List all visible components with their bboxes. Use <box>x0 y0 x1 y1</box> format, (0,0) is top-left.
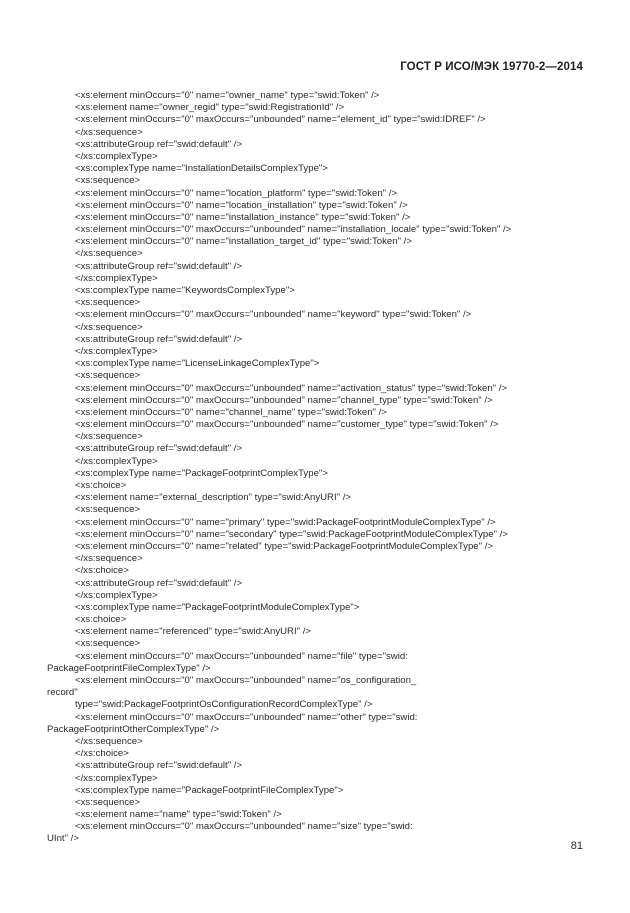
code-line: UInt" /> <box>47 833 79 845</box>
code-line: </xs:sequence> <box>75 553 143 565</box>
code-line: <xs:sequence> <box>75 370 141 382</box>
code-line: <xs:attributeGroup ref="swid:default" /> <box>75 333 243 345</box>
code-line: <xs:complexType name="PackageFootprintComplexType"> <box>75 467 328 479</box>
code-line: </xs:complexType> <box>75 272 158 284</box>
code-line: <xs:element name="external_description" type="swid:AnyURI" /> <box>75 492 351 504</box>
code-line: record" <box>47 687 78 699</box>
code-line: PackageFootprintFileComplexType" /> <box>47 662 211 674</box>
code-line: </xs:sequence> <box>75 321 143 333</box>
code-line: <xs:element name="name" type="swid:Token" /> <box>75 809 282 821</box>
code-line: <xs:sequence> <box>75 638 141 650</box>
code-line: <xs:element minOccurs="0" maxOccurs="unbounded" name="file" type="swid: <box>75 650 408 662</box>
code-line: <xs:element minOccurs="0" name="secondary" type="swid:PackageFootprintModuleComplexType" /> <box>75 528 508 540</box>
code-line: <xs:attributeGroup ref="swid:default" /> <box>75 577 243 589</box>
code-line: <xs:choice> <box>75 480 127 491</box>
code-line: <xs:complexType name="LicenseLinkageComplexType"> <box>75 358 320 370</box>
code-line: <xs:complexType name="PackageFootprintFileComplexType"> <box>75 784 344 796</box>
code-line: <xs:element minOccurs="0" name="primary" type="swid:PackageFootprintModuleComplexType" /> <box>75 516 496 528</box>
code-line: </xs:sequence> <box>75 431 143 443</box>
code-line: <xs:element minOccurs="0" name="related" type="swid:PackageFootprintModuleComplexType" /> <box>75 540 493 552</box>
code-line: <xs:complexType name="PackageFootprintModuleComplexType"> <box>75 601 360 613</box>
code-line: <xs:element minOccurs="0" name="location_installation" type="swid:Token" /> <box>75 199 408 211</box>
code-line: <xs:element name="referenced" type="swid:AnyURI" /> <box>75 626 311 638</box>
code-line: <xs:sequence> <box>75 796 141 808</box>
code-line: <xs:element minOccurs="0" name="owner_name" type="swid:Token" /> <box>75 90 380 101</box>
xml-schema-code-block <box>47 90 607 846</box>
code-line: <xs:sequence> <box>75 175 141 187</box>
code-line: </xs:sequence> <box>75 126 143 138</box>
code-line: <xs:element minOccurs="0" name="channel_name" type="swid:Token" /> <box>75 406 387 418</box>
code-line: <xs:element minOccurs="0" name="location_platform" type="swid:Token" /> <box>75 187 397 199</box>
code-line: <xs:attributeGroup ref="swid:default" /> <box>75 138 243 150</box>
code-line: <xs:element minOccurs="0" name="installation_target_id" type="swid:Token" /> <box>75 236 412 248</box>
code-line: </xs:complexType> <box>75 772 158 784</box>
code-line: <xs:attributeGroup ref="swid:default" /> <box>75 760 243 772</box>
standard-header: ГОСТ Р ИСО/МЭК 19770-2—2014 <box>400 61 583 73</box>
code-line: </xs:complexType> <box>75 345 158 357</box>
code-line: PackageFootprintOtherComplexType" /> <box>47 723 220 735</box>
code-line: <xs:sequence> <box>75 504 141 516</box>
code-line: <xs:element minOccurs="0" maxOccurs="unbounded" name="customer_type" type="swid:Token" /> <box>75 419 499 431</box>
code-line: </xs:complexType> <box>75 455 158 467</box>
page-number: 81 <box>570 840 583 852</box>
code-line: <xs:attributeGroup ref="swid:default" /> <box>75 443 243 455</box>
code-line: </xs:sequence> <box>75 735 143 747</box>
code-line: </xs:choice> <box>75 748 129 760</box>
code-line: <xs:element minOccurs="0" maxOccurs="unbounded" name="os_configuration_ <box>75 675 417 686</box>
code-line: <xs:element minOccurs="0" maxOccurs="unbounded" name="element_id" type="swid:IDREF" /> <box>75 114 486 126</box>
code-line: type="swid:PackageFootprintOsConfigurationRecordComplexType" /> <box>75 699 373 711</box>
code-line: <xs:element minOccurs="0" maxOccurs="unbounded" name="channel_type" type="swid:Token" /> <box>75 394 493 406</box>
code-line: <xs:element minOccurs="0" maxOccurs="unbounded" name="size" type="swid: <box>75 821 413 833</box>
code-line: <xs:element minOccurs="0" maxOccurs="unbounded" name="installation_locale" type="swid:Token" /> <box>75 224 512 236</box>
code-line: </xs:sequence> <box>75 248 143 260</box>
code-line: </xs:choice> <box>75 565 129 577</box>
code-line: <xs:element minOccurs="0" name="installation_instance" type="swid:Token" /> <box>75 211 411 223</box>
code-line: <xs:choice> <box>75 614 127 626</box>
code-line: <xs:attributeGroup ref="swid:default" /> <box>75 260 243 272</box>
code-line: <xs:element minOccurs="0" maxOccurs="unbounded" name="other" type="swid: <box>75 711 418 723</box>
code-line: <xs:element minOccurs="0" maxOccurs="unbounded" name="keyword" type="swid:Token" /> <box>75 309 472 321</box>
code-line: <xs:complexType name="KeywordsComplexType"> <box>75 285 295 296</box>
code-line: <xs:complexType name="InstallationDetailsComplexType"> <box>75 163 328 175</box>
code-line: <xs:element name="owner_regid" type="swid:RegistrationId" /> <box>75 102 345 114</box>
code-line: <xs:sequence> <box>75 297 141 309</box>
code-line: </xs:complexType> <box>75 150 158 162</box>
code-line: <xs:element minOccurs="0" maxOccurs="unbounded" name="activation_status" type="swid:Token" /> <box>75 382 507 394</box>
code-line: </xs:complexType> <box>75 589 158 601</box>
